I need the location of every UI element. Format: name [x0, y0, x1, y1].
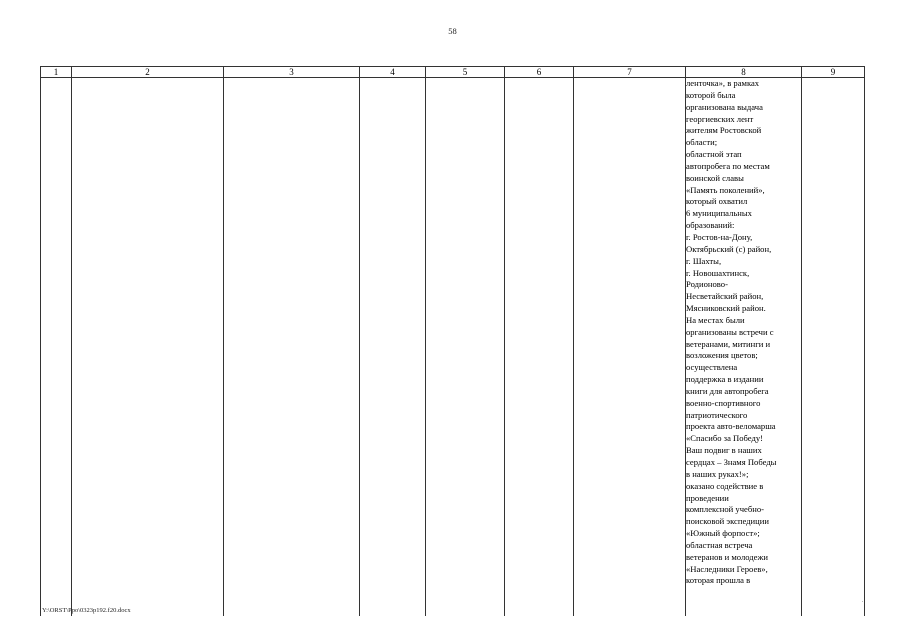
column8-line: ветеранов и молодежи	[686, 551, 769, 562]
column8-line: которая прошла в	[686, 575, 751, 586]
column8-line: г. Ростов-на-Дону,	[686, 231, 753, 242]
column8-line: области;	[686, 137, 718, 148]
column-header-2: 2	[72, 67, 224, 78]
column-header-3: 3	[224, 67, 360, 78]
column8-line: Родионово-	[686, 279, 728, 290]
column8-line: проведении	[686, 492, 729, 503]
column8-line: сердцах – Знамя Победы	[686, 457, 777, 467]
column8-line: который охватил	[686, 196, 748, 207]
column8-line: возложения цветов;	[686, 350, 758, 361]
column8-line: «Наследники Героев»,	[686, 563, 768, 574]
column8-line: областная встреча	[686, 539, 753, 550]
column-header-7: 7	[574, 67, 686, 78]
footer-file-path: Y:\ORST\Ppo\0323p192.f20.docx	[42, 607, 131, 614]
column8-line: жителям Ростовской	[686, 125, 762, 136]
column8-line: Несветайский район,	[686, 291, 764, 302]
cell-col-4	[360, 78, 426, 617]
column8-line: «Южный форпост»;	[686, 528, 760, 539]
cell-col-1	[41, 78, 72, 617]
column8-line: ленточка», в рамках	[686, 78, 760, 88]
column-header-1: 1	[41, 67, 72, 78]
cell-col-5	[426, 78, 505, 617]
column-header-9: 9	[802, 67, 865, 78]
cell-col-6	[505, 78, 574, 617]
cell-col-2	[72, 78, 224, 617]
cell-col-9	[802, 78, 865, 617]
column8-line: военно-спортивного	[686, 397, 761, 408]
cell-col-7	[574, 78, 686, 617]
column8-line: поддержка в издании	[686, 374, 764, 385]
column-header-6: 6	[505, 67, 574, 78]
column-header-5: 5	[426, 67, 505, 78]
column8-line: поисковой экспедиции	[686, 516, 769, 527]
column8-line: проекта авто-веломарша	[686, 421, 776, 432]
column8-line: организованы встречи с	[686, 326, 774, 337]
column8-line: георгиевских лент	[686, 113, 754, 124]
column8-line: 6 муниципальных	[686, 208, 752, 219]
column8-line: оказано содействие в	[686, 480, 764, 491]
column-header-8: 8	[686, 67, 802, 78]
report-table	[40, 66, 865, 616]
column8-line: областной этап	[686, 149, 742, 160]
column8-line: образований:	[686, 220, 735, 231]
column8-line: автопробега по местам	[686, 160, 770, 171]
page-number: 58	[448, 26, 457, 36]
column8-line: «Память поколений»,	[686, 184, 765, 195]
column8-line: воинской славы	[686, 172, 744, 183]
column-header-4: 4	[360, 67, 426, 78]
column8-line: осуществлена	[686, 362, 738, 373]
column8-line: в наших руках!»;	[686, 468, 749, 479]
table-header-row	[41, 67, 865, 78]
column8-line: ветеранами, митинги и	[686, 338, 771, 349]
column8-line: Ваш подвиг в наших	[686, 445, 762, 456]
column8-line: Октябрьский (с) район,	[686, 243, 772, 254]
column8-line: г. Новошахтинск,	[686, 267, 750, 278]
column8-line: книги для автопробега	[686, 385, 769, 396]
scan-mark	[862, 601, 863, 602]
column8-line: Мясниковский район.	[686, 303, 766, 314]
cell-col-3	[224, 78, 360, 617]
column8-line: которой была	[686, 89, 736, 100]
column8-line: патриотического	[686, 409, 748, 420]
table-row	[41, 78, 865, 617]
cell-col-8	[686, 78, 802, 617]
column8-line: г. Шахты,	[686, 255, 722, 266]
column8-line: комплексной учебно-	[686, 504, 764, 515]
column8-line: «Спасибо за Победу!	[686, 433, 764, 444]
column8-line: организована выдача	[686, 101, 763, 112]
column8-line: На местах были	[686, 314, 745, 325]
